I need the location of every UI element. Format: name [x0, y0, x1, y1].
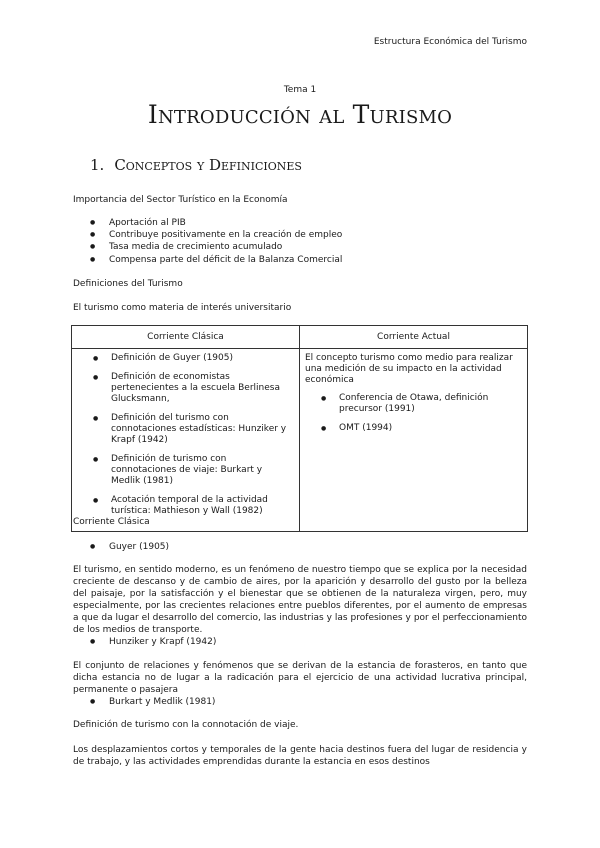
list-item: ● Burkart y Medlik (1981) — [73, 696, 215, 708]
document-title: Introducción al Turismo — [147, 100, 453, 129]
actual-cell — [300, 349, 528, 532]
importancia-list — [73, 217, 533, 266]
list-item: ● Definición del turismo con connotaciones estadísticas: Hunziker y Krapf (1942) — [77, 413, 294, 446]
section-number: 1. — [90, 156, 105, 174]
guyer-paragraph: El turismo, en sentido moderno, es un fenómeno de nuestro tiempo que se explica por la necesidad creciente de descanso y de cambio de aires, por la aparición y desarrollo del gusto por la belleza del paisaje, por la satisfacción y el bienestar que se obtienen de la naturaleza virgen, pero, muy especialmente, por las crecientes relaciones entre pueblos diferentes, por el aumento de empresas a que da lugar el desarrollo del comercio, las industrias y las profesiones y por el perfeccionamiento de los medios de transporte. — [73, 565, 527, 635]
actual-text: El concepto turismo como medio para realizar una medición de su impacto en la actividad económica — [305, 353, 513, 385]
importancia-heading: Importancia del Sector Turístico en la Economía — [73, 195, 288, 205]
list-item: ● Definición de Guyer (1905) — [77, 353, 294, 364]
list-item: ● Definición de economistas pertenecientes a la escuela Berlinesa Glucksmann, — [77, 372, 294, 405]
list-item: ● Acotación temporal de la actividad turística: Mathieson y Wall (1982) — [77, 495, 294, 517]
list-item: ● Guyer (1905) — [73, 541, 169, 553]
burkart-paragraph-1: Definición de turismo con la connotación de viaje. — [73, 720, 299, 730]
definiciones-heading: Definiciones del Turismo — [73, 279, 183, 289]
running-header: Estructura Económica del Turismo — [373, 37, 527, 47]
list-item: ● Definición de turismo con connotaciones de viaje: Burkart y Medlik (1981) — [77, 454, 294, 487]
clasica-heading: Corriente Clásica — [73, 517, 150, 527]
topic-number: Tema 1 — [283, 85, 317, 95]
column-header-clasica: Corriente Clásica — [72, 326, 300, 349]
list-item: ● Aportación al PIB — [73, 217, 533, 229]
clasica-cell — [72, 349, 300, 532]
burkart-paragraph-2: Los desplazamientos cortos y temporales de la gente hacia destinos fuera del lugar de residencia y de trabajo, y las actividades emprendidas durante la estancia en esos destinos — [73, 745, 527, 767]
list-item: ● Contribuye positivamente en la creación de empleo — [73, 229, 533, 241]
list-item: ● Tasa media de crecimiento acumulado — [73, 241, 533, 253]
corrientes-table — [71, 325, 528, 532]
guyer-list — [73, 541, 169, 553]
section-title: Conceptos y Definiciones — [114, 156, 302, 174]
list-item: ● Compensa parte del déficit de la Balanza Comercial — [73, 254, 533, 266]
actual-list — [305, 393, 522, 434]
list-item: ● OMT (1994) — [305, 423, 522, 434]
burkart-list — [73, 696, 215, 708]
clasica-list — [77, 353, 294, 517]
hunziker-paragraph: El conjunto de relaciones y fenómenos que se derivan de la estancia de forasteros, en tanto que dicha estancia no de lugar a la radicación para el ejercicio de una actividad lucrativa principal, permanente o pasajera — [73, 661, 527, 695]
column-header-actual: Corriente Actual — [300, 326, 528, 349]
section-heading — [90, 156, 302, 174]
list-item: ● Conferencia de Otawa, definición precursor (1991) — [305, 393, 522, 415]
list-item: ● Hunziker y Krapf (1942) — [73, 636, 216, 648]
materia-heading: El turismo como materia de interés universitario — [73, 303, 292, 313]
hunziker-list — [73, 636, 216, 648]
